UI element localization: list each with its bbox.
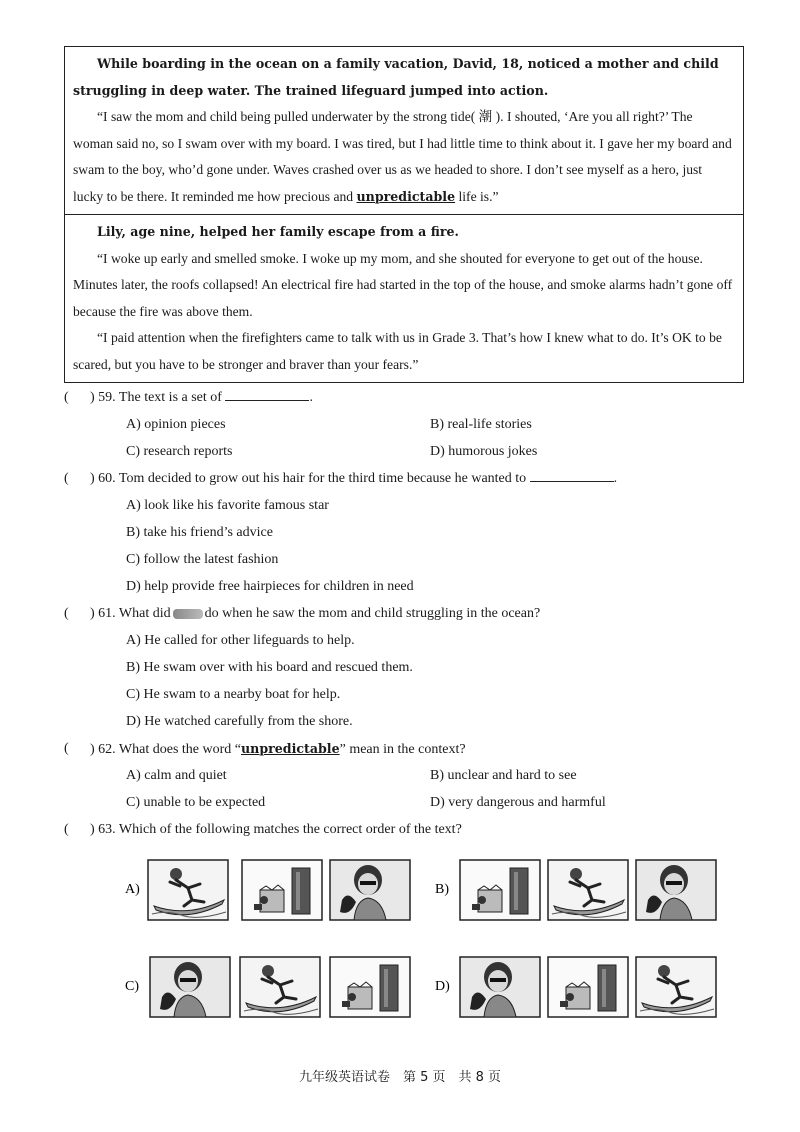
question-61 [64,600,744,627]
option-d-label[interactable]: D) [435,979,450,994]
option-b-label[interactable]: B) [435,882,449,897]
answer-paren[interactable]: ( [64,741,69,756]
q62-stem-post: ” mean in the context? [339,742,466,757]
david-lead: While boarding in the ocean on a family vacation, David, 18, noticed a mother and child struggling in deep water. The trained lifeguard jumped into action. [73,56,719,98]
q61-stem-pre: What did [118,606,171,621]
q62-option-b[interactable]: B) unclear and hard to see [430,768,577,783]
q63-number: ) 63. [90,822,116,837]
david-story [73,104,735,210]
page-footer: 九年级英语试卷 第 5 页 共 8 页 [298,1070,502,1085]
lily-panel [65,214,743,382]
q60-stem: Tom decided to grow out his hair for the third time because he wanted to [118,471,527,486]
q59-end: . [309,390,313,405]
question-60 [64,465,744,492]
lily-story-2: “I paid attention when the firefighters came to talk with us in Grade 3. That’s how I knew what to do. It’s OK to be scared, but you have to be stronger and braver than your fears.” [73,330,722,372]
q61-row-b [64,654,744,681]
david-story-text: “I saw the mom and child being pulled underwater by the strong tide( 潮 ). I shouted, ‘Are you all right?’ The woman said no, so I swam over with my board. I was tired, but I had little time to think about it. I gave her my board and swam to the boy, who’d gone under. Waves crashed over us as we headed to shore. I don’t see myself as a hero, just lucky to be there. It reminded me how precious and [73,109,732,204]
q61-option-c[interactable]: C) He swam to a nearby boat for help. [126,687,341,702]
q59-option-b[interactable]: B) real-life stories [430,417,532,432]
q60-option-c[interactable]: C) follow the latest fashion [126,552,279,567]
q59-stem: The text is a set of [118,390,222,405]
q61-option-a[interactable]: A) He called for other lifeguards to help. [126,633,355,648]
david-story-end: life is.” [455,188,499,204]
q62-number: ) 62. [90,742,116,757]
passage-box [64,46,744,383]
answer-paren[interactable]: ( [64,471,69,486]
q59-option-c[interactable]: C) research reports [126,444,233,459]
q63-stem: Which of the following matches the correct order of the text? [118,822,462,837]
question-63 [64,816,744,843]
q62-options-row-2 [64,789,744,816]
q60-row-c [64,546,744,573]
q59-options-row-2 [64,438,744,465]
option-c-label[interactable]: C) [125,979,139,994]
q60-blank[interactable] [530,467,614,482]
lily-lead: Lily, age nine, helped her family escape from a fire. [97,224,459,239]
q59-options-row-1 [64,411,744,438]
answer-paren[interactable]: ( [64,390,69,405]
q61-number: ) 61. [90,606,116,621]
q62-option-a[interactable]: A) calm and quiet [126,768,227,783]
q60-row-d [64,573,744,600]
q61-row-d [64,708,744,735]
question-62 [64,735,744,762]
q60-option-d[interactable]: D) help provide free hairpieces for children in need [126,579,414,594]
answer-paren[interactable]: ( [64,822,69,837]
question-59 [64,384,744,411]
q60-option-a[interactable]: A) look like his favorite famous star [126,498,329,513]
q59-blank[interactable] [225,386,309,401]
q60-row-a [64,492,744,519]
q60-number: ) 60. [90,471,116,486]
q61-row-a [64,627,744,654]
q60-option-b[interactable]: B) take his friend’s advice [126,525,273,540]
q62-option-c[interactable]: C) unable to be expected [126,795,266,810]
q61-row-c [64,681,744,708]
option-a-label[interactable]: A) [125,882,140,897]
q60-row-b [64,519,744,546]
lily-story-1: “I woke up early and smelled smoke. I woke up my mom, and she shouted for everyone to get out of the house. Minutes later, the roofs collapsed! An electrical fire had started in the top of the house, and smoke alarms hadn’t gone off because the fire was above them. [73,250,733,319]
david-panel [65,47,743,214]
q62-stem-pre: What does the word “ [118,742,241,757]
answer-paren[interactable]: ( [64,606,69,621]
questions [64,384,744,843]
q61-option-d[interactable]: D) He watched carefully from the shore. [126,714,353,729]
q61-option-b[interactable]: B) He swam over with his board and rescued them. [126,660,413,675]
q62-options-row-1 [64,762,744,789]
q61-stem-post: do when he saw the mom and child struggling in the ocean? [204,606,541,621]
q59-option-a[interactable]: A) opinion pieces [126,417,226,432]
q62-word: unpredictable [241,741,340,756]
smudged-name [173,609,203,619]
q59-option-d[interactable]: D) humorous jokes [430,444,538,459]
unpredictable-word: unpredictable [356,188,456,204]
q62-option-d[interactable]: D) very dangerous and harmful [430,795,606,810]
q59-number: ) 59. [90,390,116,405]
q60-end: . [613,471,618,486]
